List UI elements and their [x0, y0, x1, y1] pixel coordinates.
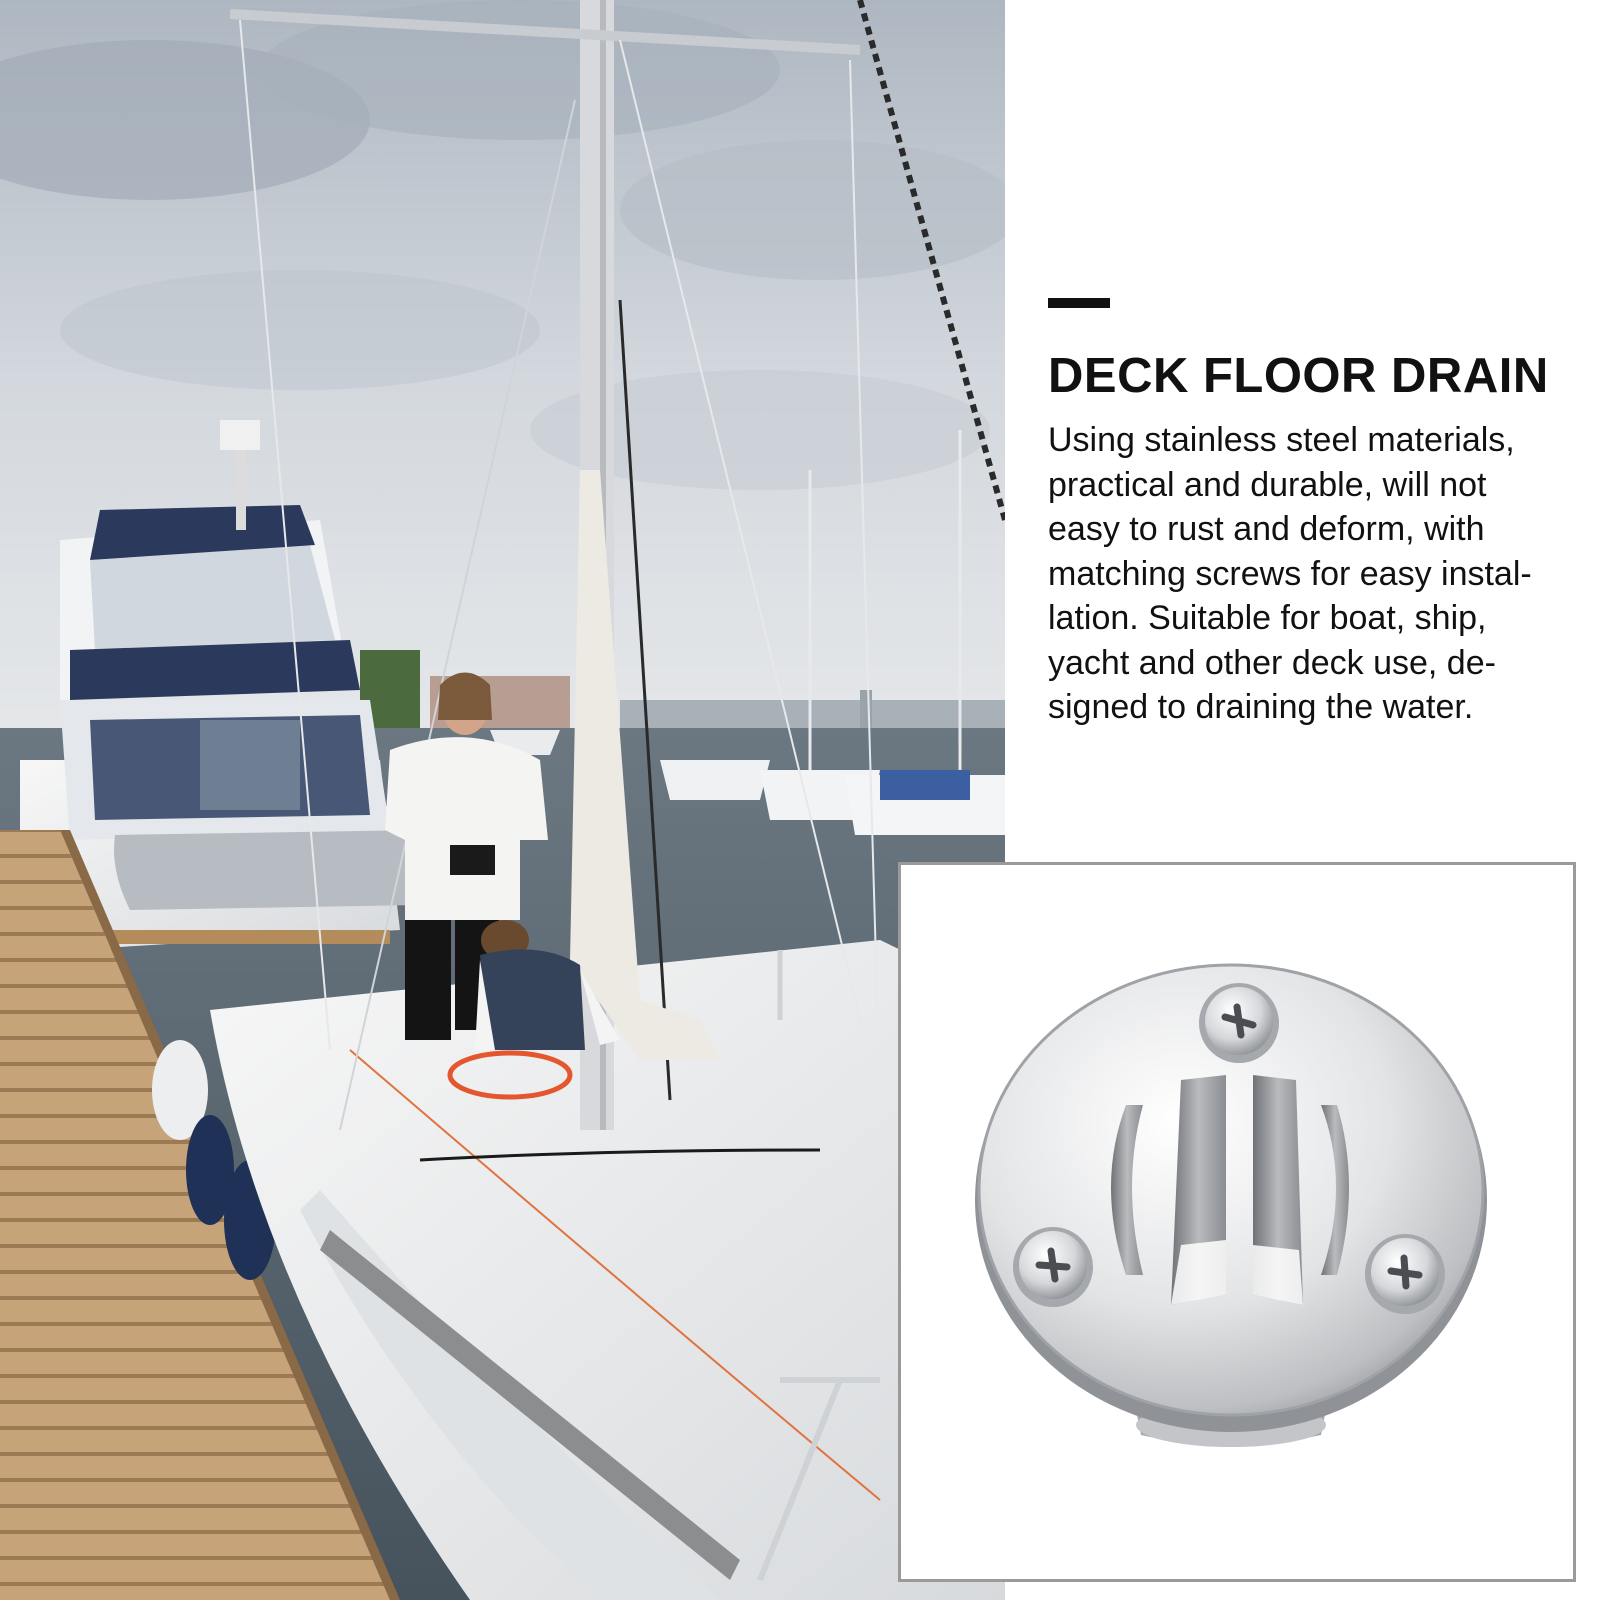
- description-line: Using stainless steel materials,: [1048, 421, 1515, 459]
- description-line: practical and durable, will not: [1048, 465, 1487, 504]
- accent-bar: [1048, 298, 1110, 308]
- description-line: signed to draining the water.: [1048, 688, 1474, 726]
- product-inset-frame: [898, 862, 1576, 1582]
- description-line: easy to rust and deform, with: [1048, 510, 1485, 548]
- deck-drain-illustration: [901, 865, 1573, 1579]
- description-line: yacht and other deck use, de-: [1048, 643, 1496, 682]
- description-line: lation. Suitable for boat, ship,: [1048, 599, 1487, 637]
- screw-left: [1013, 1227, 1093, 1307]
- product-title: DECK FLOOR DRAIN: [1048, 349, 1549, 403]
- description-line: matching screws for easy instal-: [1048, 554, 1532, 593]
- description-panel: [1048, 298, 1588, 730]
- screw-top: [1199, 983, 1279, 1063]
- screw-right: [1365, 1234, 1445, 1314]
- product-description: [1048, 418, 1588, 730]
